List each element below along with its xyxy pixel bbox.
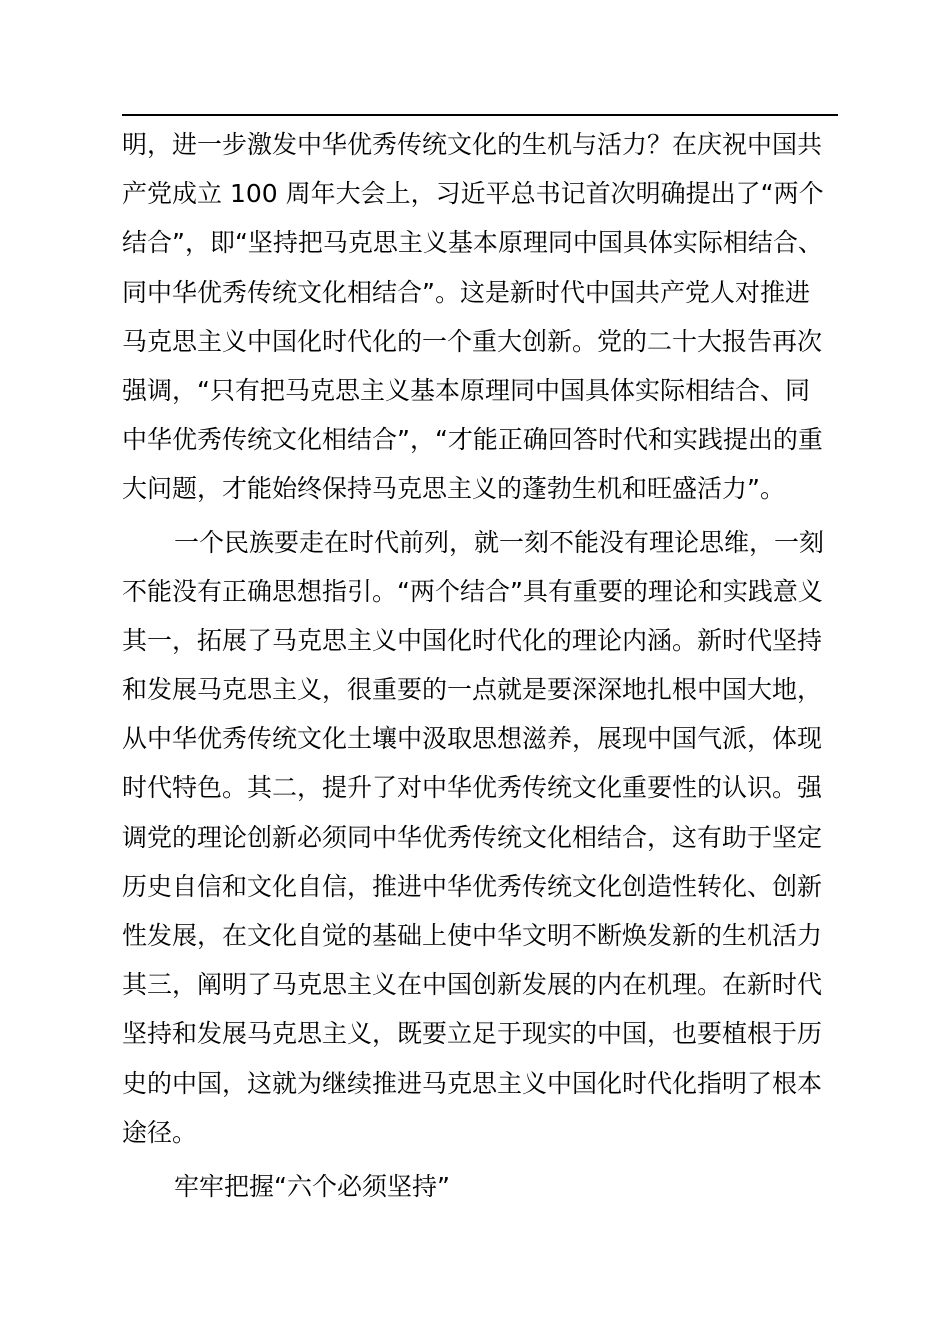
paragraph-line: 坚持和发展马克思主义，既要立足于现实的中国，也要植根于历 — [122, 1019, 823, 1049]
paragraph-line: 一个民族要走在时代前列，就一刻不能没有理论思维，一刻 — [174, 527, 825, 557]
paragraph-line: 途径。 — [122, 1117, 198, 1147]
paragraph-line: 中华优秀传统文化相结合”，“才能正确回答时代和实践提出的重 — [122, 425, 823, 455]
section-heading: 牢牢把握“六个必须坚持” — [174, 1172, 450, 1201]
paragraph-line: 马克思主义中国化时代化的一个重大创新。党的二十大报告再次 — [122, 326, 823, 356]
paragraph-line: 产党成立 100 周年大会上，习近平总书记首次明确提出了“两个 — [122, 179, 824, 209]
paragraph-line: 强调，“只有把马克思主义基本原理同中国具体实际相结合、同 — [122, 375, 810, 405]
paragraph-line: 大问题，才能始终保持马克思主义的蓬勃生机和旺盛活力”。 — [122, 474, 785, 504]
paragraph-line: 同中华优秀传统文化相结合”。这是新时代中国共产党人对推进 — [122, 277, 810, 307]
paragraph-line: 不能没有正确思想指引。“两个结合”具有重要的理论和实践意义 — [122, 576, 823, 606]
paragraph-line: 性发展，在文化自觉的基础上使中华文明不断焕发新的生机活力 — [122, 921, 823, 950]
paragraph-line: 史的中国，这就为继续推进马克思主义中国化时代化指明了根本 — [122, 1068, 823, 1098]
header-rule — [122, 114, 838, 116]
paragraph-line: 时代特色。其二，提升了对中华优秀传统文化重要性的认识。强 — [122, 773, 823, 803]
paragraph-line: 从中华优秀传统文化土壤中汲取思想滋养，展现中国气派，体现 — [122, 724, 823, 754]
paragraph-line: 结合”，即“坚持把马克思主义基本原理同中国具体实际相结合、 — [122, 228, 823, 258]
paragraph-line: 调党的理论创新必须同中华优秀传统文化相结合，这有助于坚定 — [122, 822, 823, 852]
paragraph-line: 其一，拓展了马克思主义中国化时代化的理论内涵。新时代坚持 — [122, 625, 823, 655]
paragraph-line: 其三，阐明了马克思主义在中国创新发展的内在机理。在新时代 — [122, 970, 823, 1000]
paragraph-line: 和发展马克思主义，很重要的一点就是要深深地扎根中国大地， — [122, 675, 823, 705]
body-text — [122, 120, 838, 1157]
paragraph-line: 历史自信和文化自信，推进中华优秀传统文化创造性转化、创新 — [122, 871, 823, 901]
paragraph-line: 明，进一步激发中华优秀传统文化的生机与活力？在庆祝中国共 — [122, 130, 823, 159]
